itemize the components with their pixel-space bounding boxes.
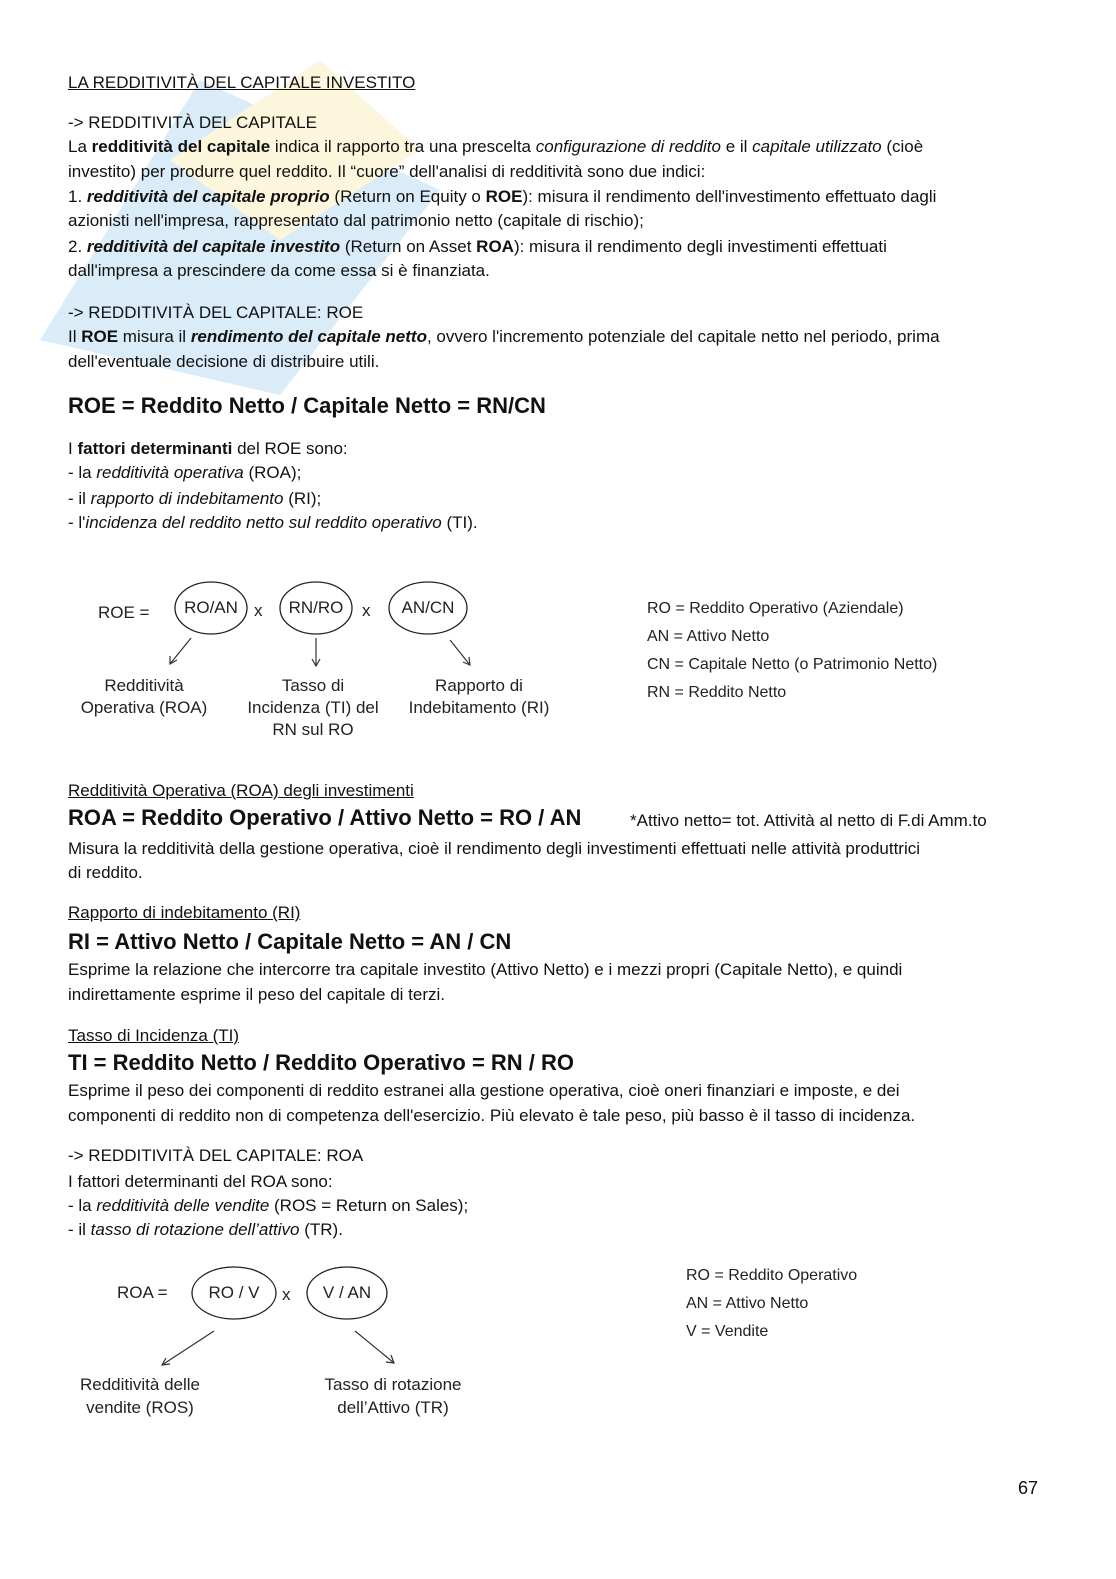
section-heading: -> REDDITIVITÀ DEL CAPITALE: ROA: [68, 1146, 364, 1165]
paragraph: Il ROE misura il rendimento del capitale netto, ovvero l'incremento potenziale del capitale netto nel periodo, prima: [68, 327, 940, 346]
list-item-cont: azionisti nell'impresa, rappresentato dal patrimonio netto (capitale di rischio);: [68, 211, 644, 230]
ti-desc: componenti di reddito non di competenza dell'esercizio. Più elevato è tale peso, più basso è il tasso di incidenza.: [68, 1106, 916, 1125]
roa-lhs: ROA =: [117, 1283, 168, 1302]
arrow-ros: [162, 1331, 214, 1365]
diagram-label: Tasso di rotazione dell’Attivo (TR): [324, 1375, 462, 1417]
section-heading: -> REDDITIVITÀ DEL CAPITALE: [68, 113, 317, 132]
ti-formula: TI = Reddito Netto / Reddito Operativo = RN / RO: [68, 1050, 575, 1075]
factor-item: - il rapporto di indebitamento (RI);: [68, 489, 322, 508]
section-heading: -> REDDITIVITÀ DEL CAPITALE: ROE: [68, 303, 364, 322]
diagram-label: Tasso di Incidenza (TI) del RN sul RO: [247, 676, 379, 739]
ri-desc: Esprime la relazione che intercorre tra capitale investito (Attivo Netto) e i mezzi propri (Capitale Netto), e quindi: [68, 960, 903, 979]
paragraph: investito) per produrre quel reddito. Il “cuore” dell'analisi di redditività sono due indici:: [68, 162, 706, 181]
ri-formula: RI = Attivo Netto / Capitale Netto = AN / CN: [68, 929, 512, 954]
ri-title: Rapporto di indebitamento (RI): [68, 903, 301, 922]
oval-label: RO / V: [208, 1283, 260, 1302]
roa-desc: Misura la redditività della gestione operativa, cioè il rendimento degli investimenti effettuati nelle attività produttrici: [68, 839, 921, 858]
arrow-3: [450, 640, 470, 665]
times-sign: x: [362, 601, 371, 620]
roa-formula: ROA = Reddito Operativo / Attivo Netto = RO / AN: [68, 805, 582, 830]
diagram-label: Redditività delle vendite (ROS): [79, 1375, 200, 1417]
list-item-cont: dall'impresa a prescindere da come essa si è finanziata.: [68, 261, 490, 280]
times-sign: x: [254, 601, 263, 620]
factor-item: - la redditività delle vendite (ROS = Return on Sales);: [68, 1196, 469, 1215]
roe-lhs: ROE =: [98, 603, 150, 622]
oval-label: V / AN: [322, 1283, 372, 1302]
diagram-label: Redditività Operativa (ROA): [80, 676, 208, 717]
oval-label: RO/AN: [184, 598, 238, 617]
roa-desc: di reddito.: [68, 863, 143, 882]
paragraph: La redditività del capitale indica il rapporto tra una prescelta configurazione di reddito e il capitale utilizzato (cioè: [68, 137, 924, 156]
times-sign: x: [282, 1285, 291, 1304]
oval-label: RN/RO: [288, 598, 344, 617]
factor-item: - la redditività operativa (ROA);: [68, 463, 302, 482]
ti-title: Tasso di Incidenza (TI): [68, 1026, 240, 1045]
factor-item: - l'incidenza del reddito netto sul reddito operativo (TI).: [68, 513, 478, 532]
legend: RO = Reddito Operativo (Aziendale) AN = Attivo Netto CN = Capitale Netto (o Patrimonio Netto) RN = Reddito Netto: [647, 600, 938, 701]
arrowhead-ros: [162, 1358, 170, 1365]
ri-desc: indirettamente esprime il peso del capitale di terzi.: [68, 985, 446, 1004]
list-item: 1. redditività del capitale proprio (Return on Equity o ROE): misura il rendimento dell'investimento effettuato dagli: [68, 187, 937, 206]
arrow-1: [170, 638, 191, 664]
roa-title: Redditività Operativa (ROA) degli investimenti: [68, 781, 414, 800]
page-title: LA REDDITIVITÀ DEL CAPITALE INVESTITO: [68, 73, 416, 92]
oval-label: AN/CN: [401, 598, 455, 617]
paragraph: dell'eventuale decisione di distribuire utili.: [68, 352, 380, 371]
ti-desc: Esprime il peso dei componenti di reddito estranei alla gestione operativa, cioè oneri finanziari e imposte, e dei: [68, 1081, 900, 1100]
factor-item: - il tasso di rotazione dell’attivo (TR).: [68, 1220, 343, 1239]
legend: RO = Reddito Operativo AN = Attivo Netto V = Vendite: [686, 1267, 858, 1340]
arrow-tr: [355, 1331, 394, 1363]
factors-intro: I fattori determinanti del ROE sono:: [68, 439, 348, 458]
roa-decomposition-diagram: [140, 1255, 420, 1375]
diagram-label: Rapporto di Indebitamento (RI): [408, 676, 550, 717]
factors-intro: I fattori determinanti del ROA sono:: [68, 1172, 333, 1191]
list-item: 2. redditività del capitale investito (Return on Asset ROA): misura il rendimento degli investimenti effettuati: [68, 237, 887, 256]
roe-formula: ROE = Reddito Netto / Capitale Netto = RN/CN: [68, 393, 546, 418]
roa-note: *Attivo netto= tot. Attività al netto di F.di Amm.to: [630, 811, 987, 830]
page-number: 67: [1018, 1478, 1039, 1498]
